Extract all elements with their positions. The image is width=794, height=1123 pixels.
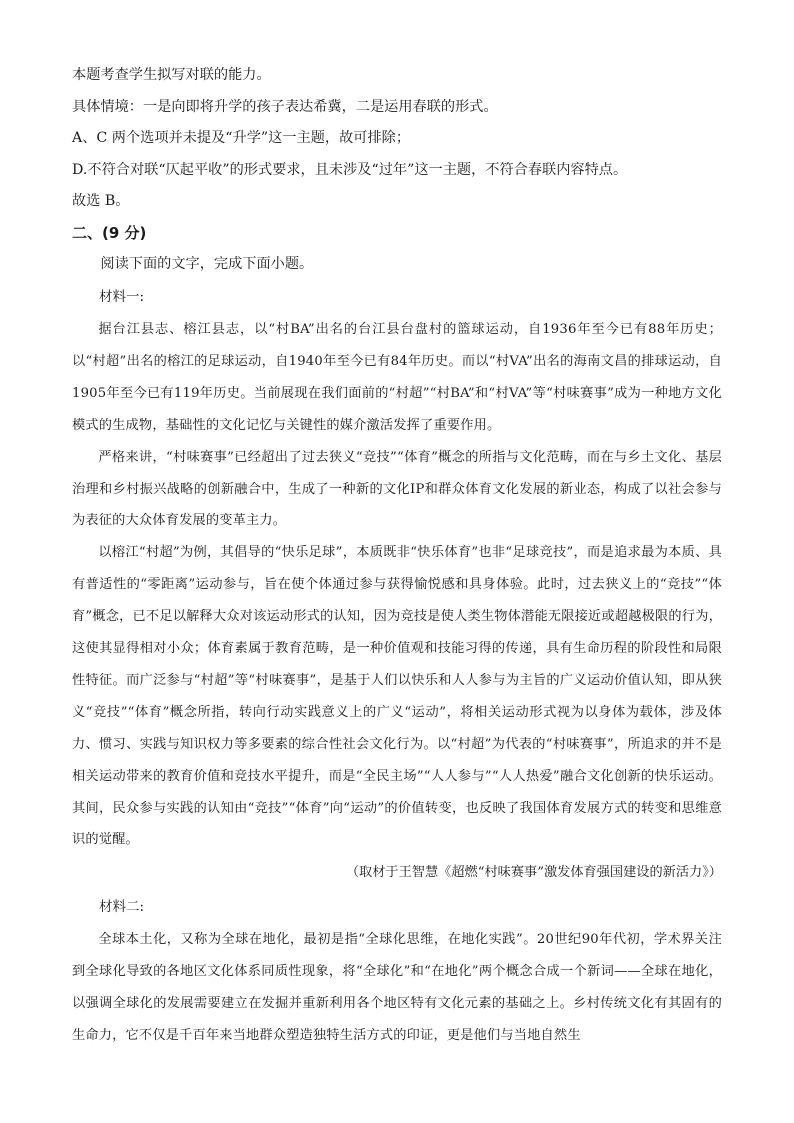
material1-source: （取材于王智慧《超燃“村味赛事”激发体育强国建设的新活力》） xyxy=(345,865,722,881)
reading-instruction: 阅读下面的文字，完成下面小题。 xyxy=(100,255,314,272)
material2-paragraph-1: 全球本土化，又称为全球在地化，最初是指“全球化思维，在地化实践”。20世纪90年代初，学术界关注到全球化导致的各地区文化体系同质性现象，将“全球化”和“在地化”两个概念合成一个新词——全球在地化，以强调全球化的发展需要建立在发掘并重新利用各个地区特有文化元素的基础之上。乡村传统文化有其固有的生命力，它不仅是千百年来当地群众塑造独特生活方式的印证，更是他们与当地自然生 xyxy=(72,932,722,1044)
answer-line-4: D.不符合对联“仄起平收”的形式要求，且未涉及“过年”这一主题，不符合春联内容特点。 xyxy=(72,161,628,178)
material1-paragraph-3: 以榕江“村超”为例，其倡导的“快乐足球”，本质既非“快乐体育”也非“足球竞技”，而是追求最为本质、具有普适性的“零距离”运动参与，旨在使个体通过参与获得愉悦感和具身体验。此时，过去狭义上的“竞技”“体育”概念，已不足以解释大众对该运动形式的认知，因为竞技是使人类生物体潜能无限接近或超越极限的行为，这使其显得相对小众；体育素属于教育范畴，是一种价值观和技能习得的传递，具有生命历程的阶段性和局限性特征。而广泛参与“村超”等“村味赛事”，是基于人们以快乐和人人参与为主旨的广义运动价值认知，即从狭义“竞技”“体育”概念所指，转向行动实践意义上的广义“运动”，将相关运动形式视为以身体为载体，涉及体力、惯习、实践与知识权力等多要素的综合性社会文化行为。以“村超”为代表的“村味赛事”，所追求的并不是相关运动带来的教育价值和竞技水平提升，而是“全民主场”“人人参与”“人人热爱”融合文化创新的快乐运动。其间，民众参与实践的认知由“竞技”“体育”向“运动”的价值转变，也反映了我国体育发展方式的转变和思维意识的觉醒。 xyxy=(72,545,722,848)
document-page xyxy=(72,60,722,1052)
answer-line-2: 具体情境：一是向即将升学的孩子表达希冀，二是运用春联的形式。 xyxy=(72,98,498,115)
answer-line-5: 故选 B。 xyxy=(72,193,130,210)
answer-line-1: 本题考查学生拟写对联的能力。 xyxy=(72,67,271,83)
material1-paragraph-2: 严格来讲，“村味赛事”已经超出了过去狭义“竞技”“体育”概念的所指与文化范畴，而在与乡土文化、基层治理和乡村振兴战略的创新融合中，生成了一种新的文化IP和群众体育文化发展的新业态，构成了以社会参与为表征的大众体育发展的变革主力。 xyxy=(72,449,722,529)
material1-paragraph-1: 据台江县志、榕江县志，以“村BA”出名的台江县台盘村的篮球运动，自1936年至今已有88年历史；以“村超”出名的榕江的足球运动，自1940年至今已有84年历史。而以“村VA”出名的海南文昌的排球运动，自1905年至今已有119年历史。当前展现在我们面前的“村超”“村BA”和“村VA”等“村味赛事”成为一种地方文化模式的生成物，基础性的文化记忆与关键性的媒介激活发挥了重要作用。 xyxy=(72,321,722,433)
material2-label: 材料二: xyxy=(99,899,145,916)
material1-label: 材料一: xyxy=(99,288,145,305)
section-heading: 二、(9 分) xyxy=(72,223,147,242)
answer-line-3: A、C 两个选项并未提及“升学”这一主题，故可排除； xyxy=(72,130,411,147)
